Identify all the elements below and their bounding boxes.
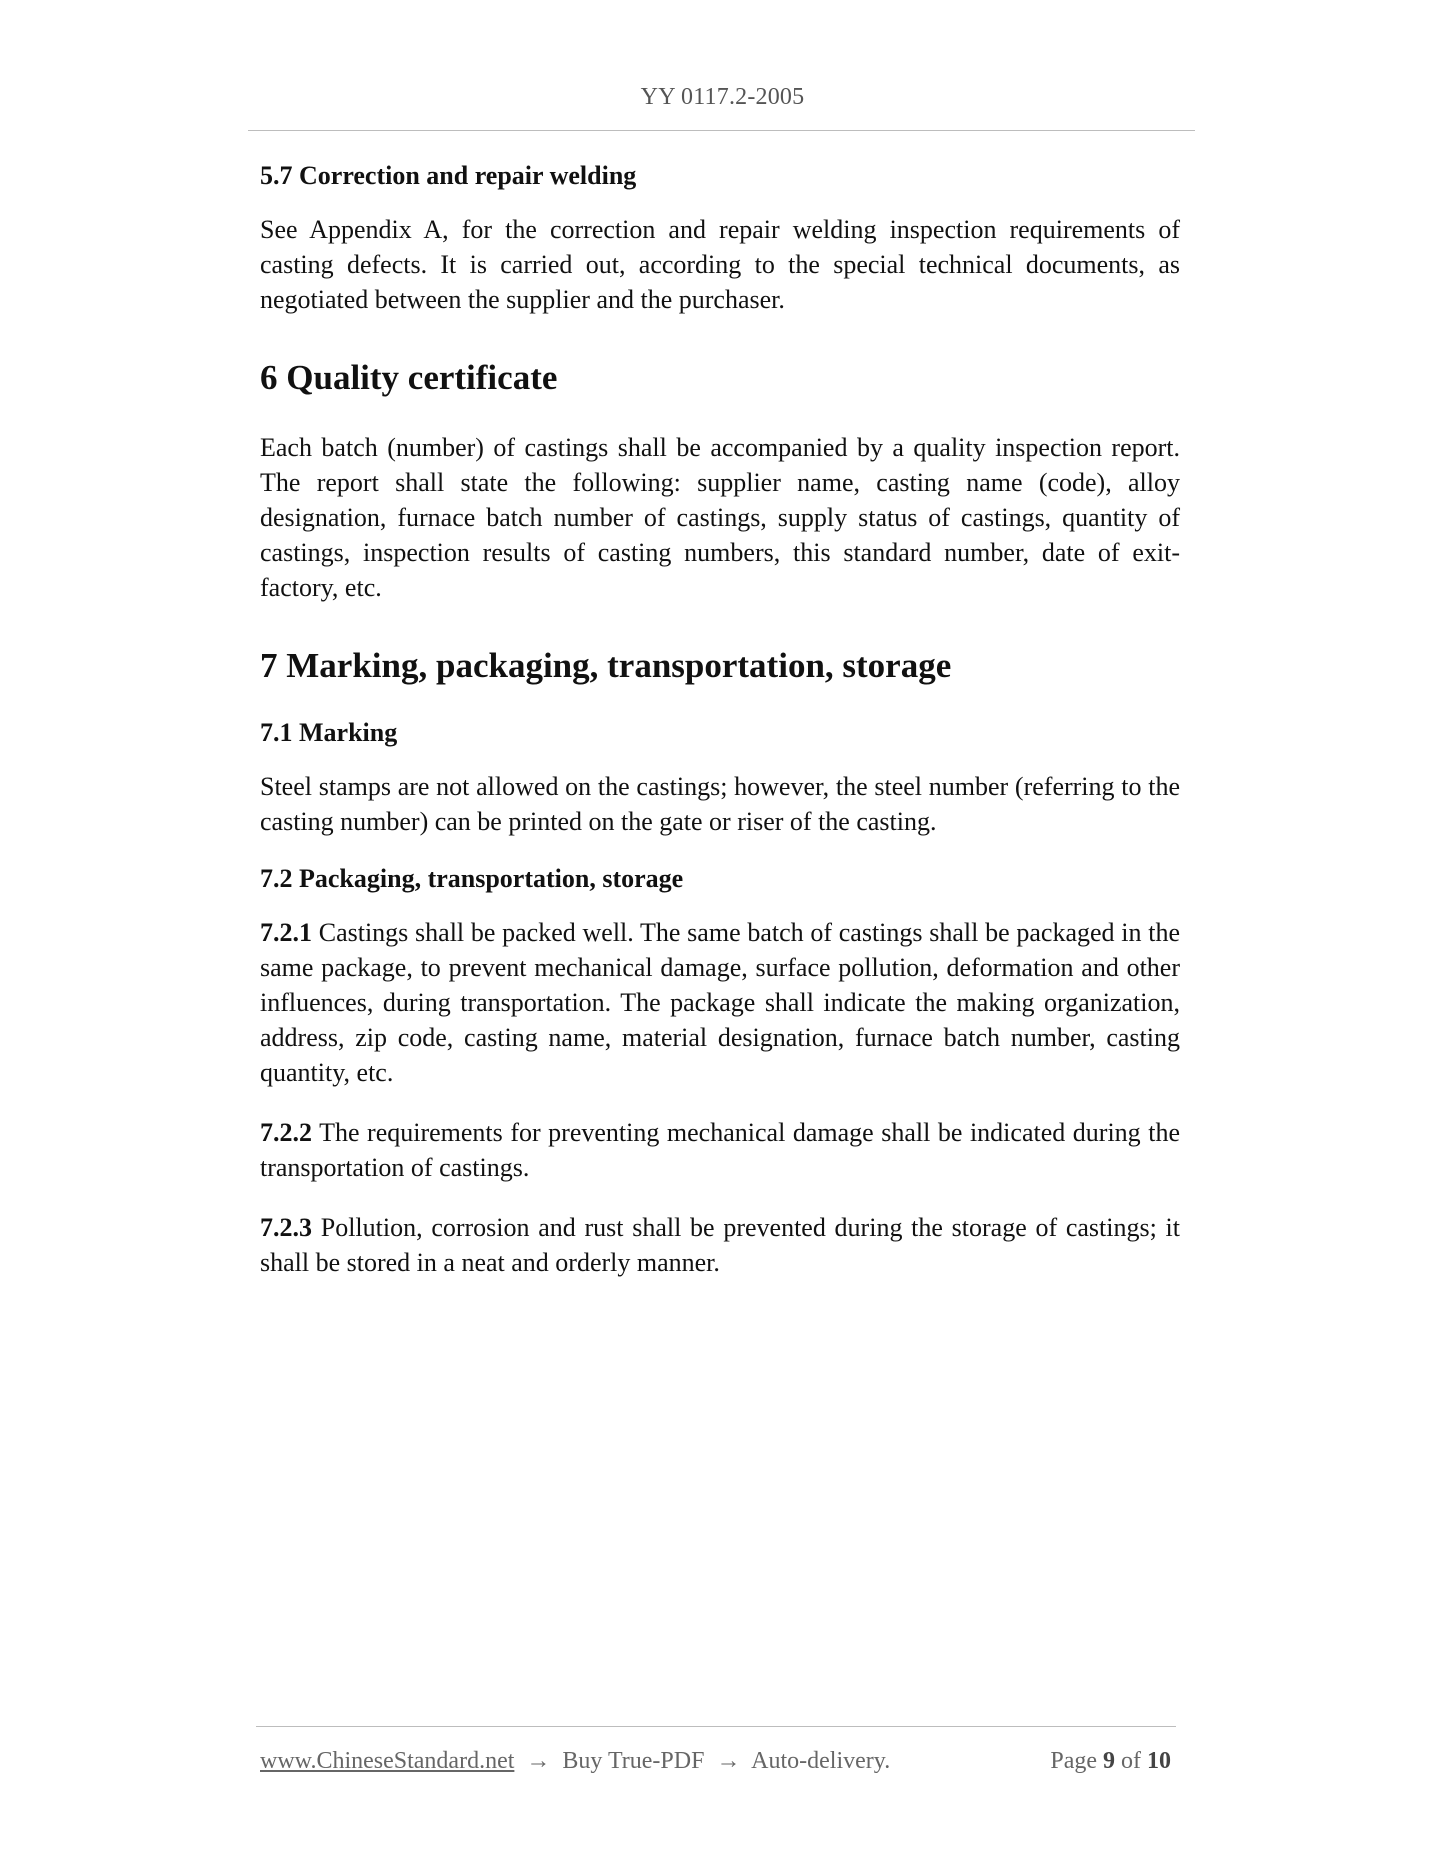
- footer-promo: [260, 1748, 890, 1775]
- clause-7-2-1-text: Castings shall be packed well. The same batch of castings shall be packaged in the same package, to prevent mechanical damage, surface pollution, deformation and other influences, during transportation. The package shall indicate the making organization, address, zip code, casting name, material designation, furnace batch number, casting quantity, etc.: [260, 918, 1180, 1087]
- section-6-heading: 6 Quality certificate: [260, 358, 558, 397]
- clause-7-2-2: [260, 1115, 1180, 1185]
- section-7-1-heading: 7.1 Marking: [260, 718, 398, 747]
- page-label: Page: [1050, 1748, 1097, 1774]
- section-7-1-paragraph: Steel stamps are not allowed on the castings; however, the steel number (referring to the casting number) can be printed on the gate or riser of the casting.: [260, 772, 1180, 836]
- page-current: 9: [1103, 1748, 1115, 1774]
- page-indicator: [1050, 1748, 1171, 1775]
- clause-7-2-3: [260, 1210, 1180, 1280]
- clause-7-2-3-text: Pollution, corrosion and rust shall be prevented during the storage of castings; it shall be stored in a neat and orderly manner.: [260, 1213, 1181, 1277]
- clause-7-2-3-number: 7.2.3: [260, 1213, 312, 1242]
- website-link[interactable]: www.ChineseStandard.net: [260, 1748, 515, 1774]
- page-total: 10: [1147, 1748, 1171, 1774]
- section-7-2-heading: 7.2 Packaging, transportation, storage: [260, 864, 684, 893]
- header-divider: [248, 130, 1195, 131]
- footer-divider: [256, 1726, 1176, 1727]
- clause-7-2-1: [260, 915, 1180, 1090]
- section-6-paragraph: Each batch (number) of castings shall be accompanied by a quality inspection report. The report shall state the following: supplier name, casting name (code), alloy designation, furnace batch number of castings, supply status of castings, quantity of castings, inspection results of casting numbers, this standard number, date of exit-factory, etc.: [260, 433, 1180, 602]
- document-body: [260, 160, 1180, 1280]
- auto-delivery-text: Auto-delivery.: [751, 1748, 891, 1774]
- section-5-7-heading: 5.7 Correction and repair welding: [260, 161, 637, 190]
- section-7-heading: 7 Marking, packaging, transportation, storage: [260, 646, 952, 685]
- clause-7-2-2-number: 7.2.2: [260, 1118, 312, 1147]
- arrow-right-icon: →: [526, 1748, 551, 1774]
- page-of-label: of: [1121, 1748, 1141, 1774]
- buy-true-pdf-text: Buy True-PDF: [562, 1748, 705, 1774]
- section-5-7-paragraph: See Appendix A, for the correction and repair welding inspection requirements of casting defects. It is carried out, according to the special technical documents, as negotiated between the supplier and the purchaser.: [260, 215, 1180, 314]
- clause-7-2-1-number: 7.2.1: [260, 918, 312, 947]
- clause-7-2-2-text: The requirements for preventing mechanical damage shall be indicated during the transportation of castings.: [260, 1118, 1180, 1182]
- arrow-right-icon: →: [716, 1748, 741, 1774]
- document-code-header: YY 0117.2-2005: [640, 84, 805, 110]
